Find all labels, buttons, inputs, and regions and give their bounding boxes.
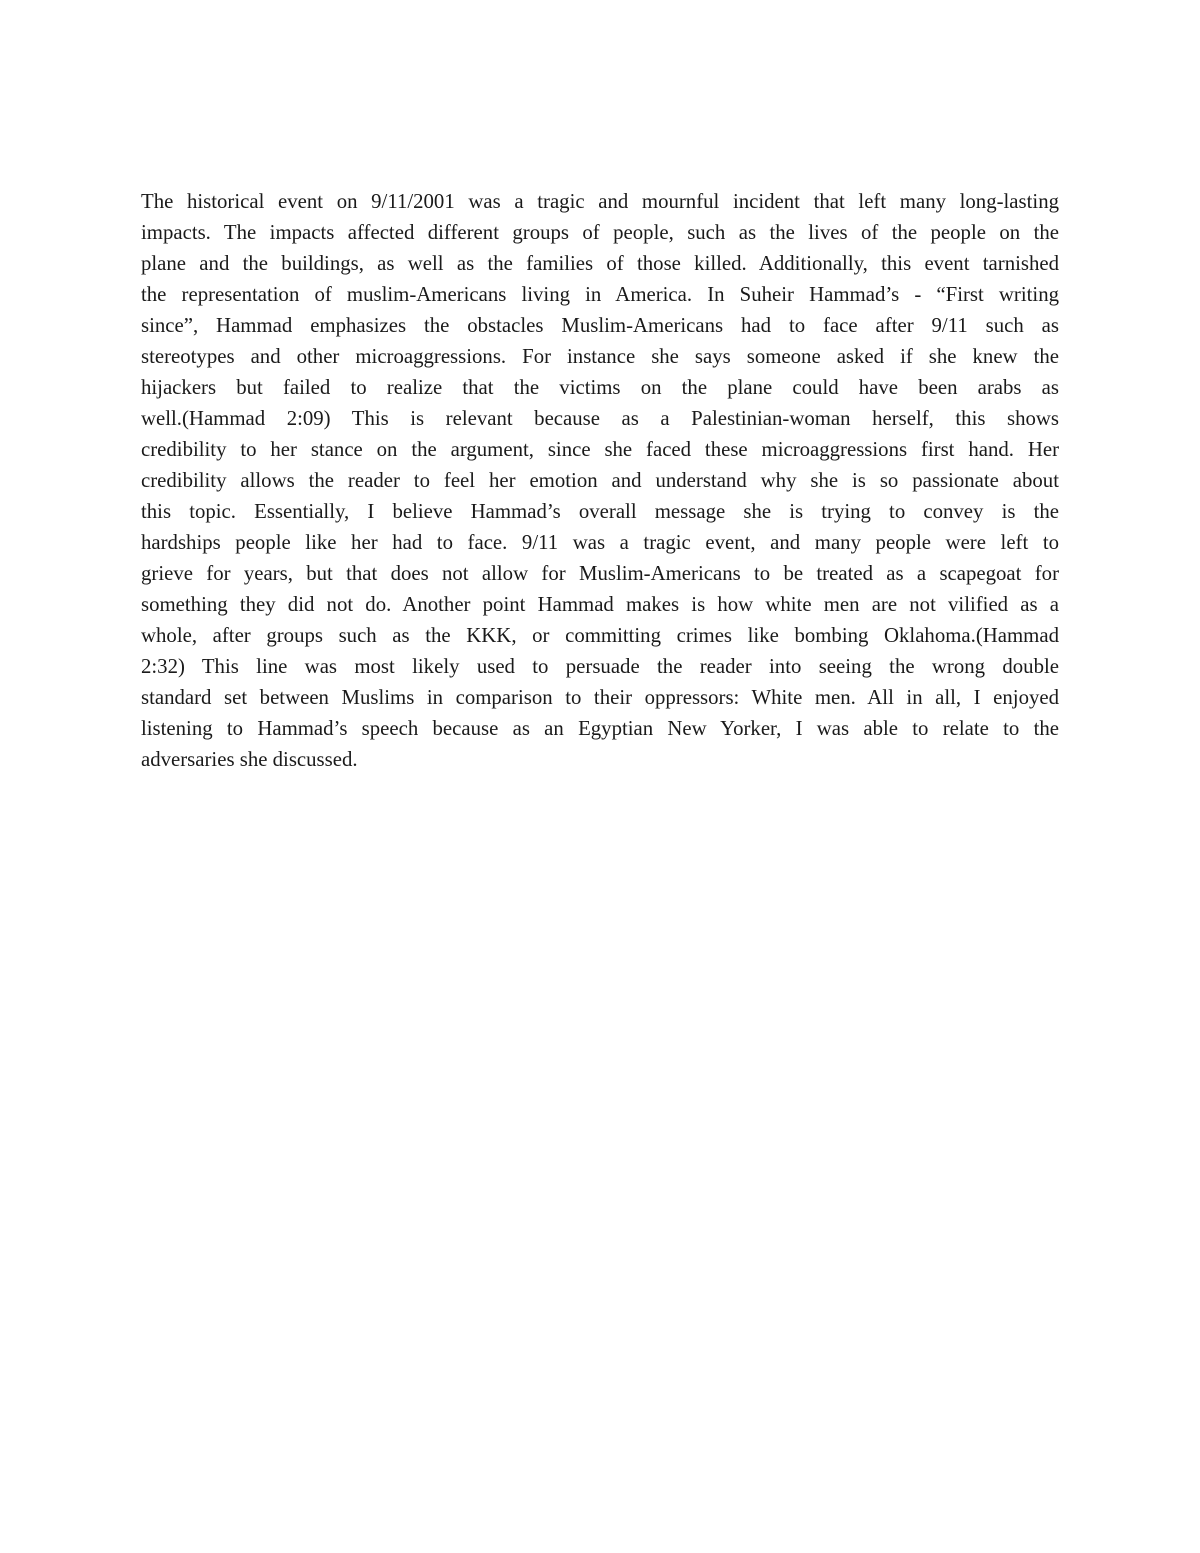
essay-line: standard set between Muslims in comparison to their oppressors: White men. All in all, I enjoyed	[141, 686, 1059, 709]
essay-line: 2:32) This line was most likely used to persuade the reader into seeing the wrong double	[141, 655, 1059, 678]
essay-line: the representation of muslim-Americans living in America. In Suheir Hammad’s - “First writing	[141, 283, 1059, 306]
essay-line: listening to Hammad’s speech because as an Egyptian New Yorker, I was able to relate to the	[141, 717, 1059, 740]
essay-line: adversaries she discussed.	[141, 748, 358, 771]
essay-paragraph	[141, 186, 1059, 775]
essay-line: grieve for years, but that does not allow for Muslim-Americans to be treated as a scapegoat for	[141, 562, 1059, 585]
essay-line: credibility allows the reader to feel her emotion and understand why she is so passionate about	[141, 469, 1059, 492]
essay-line: The historical event on 9/11/2001 was a tragic and mournful incident that left many long-lasting	[141, 190, 1059, 213]
essay-line: since”, Hammad emphasizes the obstacles Muslim-Americans had to face after 9/11 such as	[141, 314, 1059, 337]
essay-line: whole, after groups such as the KKK, or committing crimes like bombing Oklahoma.(Hammad	[141, 624, 1059, 647]
essay-line: plane and the buildings, as well as the families of those killed. Additionally, this event tarnished	[141, 252, 1059, 275]
essay-line: well.(Hammad 2:09) This is relevant because as a Palestinian-woman herself, this shows	[141, 407, 1059, 430]
essay-line: stereotypes and other microaggressions. For instance she says someone asked if she knew the	[141, 345, 1059, 368]
essay-line: something they did not do. Another point Hammad makes is how white men are not vilified as a	[141, 593, 1059, 616]
essay-line: impacts. The impacts affected different groups of people, such as the lives of the people on the	[141, 221, 1059, 244]
essay-line: credibility to her stance on the argument, since she faced these microaggressions first hand. Her	[141, 438, 1059, 461]
essay-line: hijackers but failed to realize that the victims on the plane could have been arabs as	[141, 376, 1059, 399]
essay-line: this topic. Essentially, I believe Hammad’s overall message she is trying to convey is the	[141, 500, 1059, 523]
essay-line: hardships people like her had to face. 9/11 was a tragic event, and many people were left to	[141, 531, 1059, 554]
